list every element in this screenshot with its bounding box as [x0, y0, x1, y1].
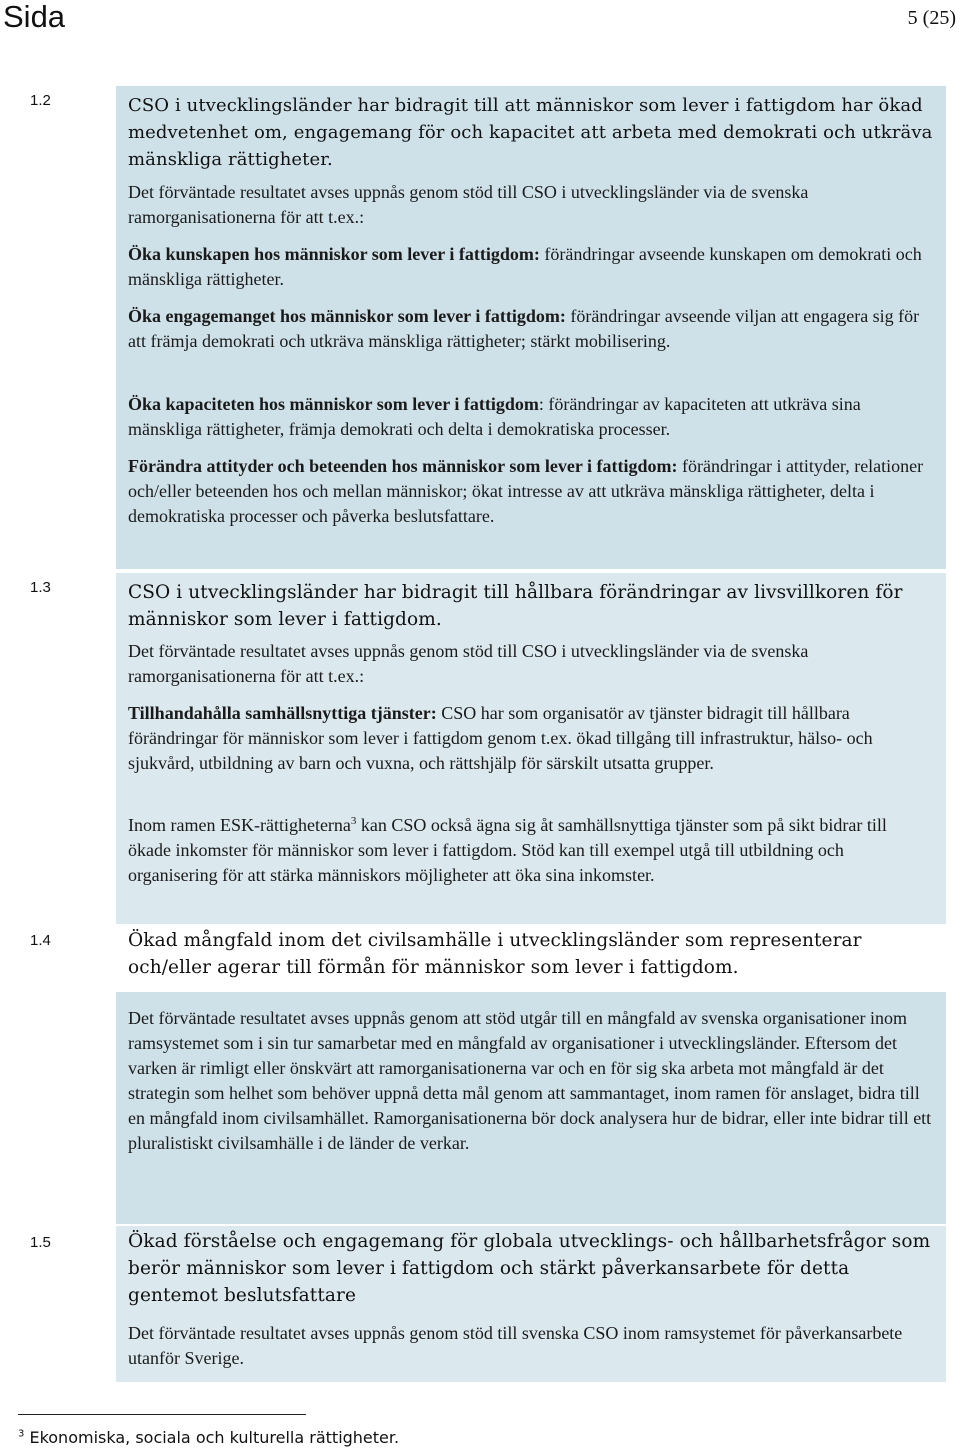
result-item-heading: Tillhandahålla samhällsnyttiga tjänster: [128, 703, 437, 723]
footnote-ref: 3 [350, 815, 357, 827]
section-number-column [18, 573, 116, 924]
page-header [0, 0, 960, 40]
section-intro: Det förväntade resultatet avses uppnås genom stöd till CSO i utvecklingsländer via de svenska ramorganisationerna för att t.ex.: [128, 641, 809, 686]
section-content [116, 573, 946, 924]
section-title: Ökad mångfald inom det civilsamhälle i utvecklingsländer som representerar och/eller agerar till förmån för människor som lever i fattigdom. [128, 930, 862, 978]
section-content [116, 926, 946, 1224]
section-number: 1.5 [30, 1234, 51, 1251]
footnote-marker: 3 [18, 1428, 25, 1440]
section-intro: Det förväntade resultatet avses uppnås genom stöd till CSO i utvecklingsländer via de svenska ramorganisationerna för att t.ex.: [128, 182, 809, 227]
section-1-3 [18, 573, 946, 924]
result-item-text: : förändringar av kapaciteten att utkräva sina mänskliga rättigheter, främja demokrati och delta i demokratiska processer. [128, 394, 861, 439]
section-1-5 [18, 1226, 946, 1382]
section-1-2 [18, 86, 946, 569]
result-item-text: förändringar avseende kunskapen om demokrati och mänskliga rättigheter. [128, 244, 922, 289]
page-number: 5 (25) [907, 7, 956, 29]
result-item-text: förändringar avseende viljan att engagera sig för att främja demokrati och utkräva mänskliga rättigheter; stärkt mobilisering. [128, 306, 920, 351]
footnote-divider [18, 1414, 306, 1415]
section-content [116, 86, 946, 569]
section-title: CSO i utvecklingsländer har bidragit till att människor som lever i fattigdom har ökad medvetenhet om, engagemang för och kapacitet att arbeta med demokrati och utkräva mänskliga rättigheter. [128, 95, 933, 170]
esk-paragraph [128, 813, 932, 888]
result-item-heading: Öka engagemanget hos människor som lever i fattigdom: [128, 306, 566, 326]
section-body: Det förväntade resultatet avses uppnås genom att stöd utgår till en mångfald av svenska organisationer inom ramsystemet som i sin tur samarbetar med en mångfald av organisationer i utvecklingsländer. Eftersom det varken är rimligt eller önskvärt att ramorganisationerna var och en för sig ska arbeta mot mångfald är det strategin som helhet som behöver uppnå detta mål genom att sammantaget, inom ramen för anslaget, bidra till en mångfald inom civilsamhället. Ramorganisationerna bör dock analysera hur de bidrar, eller inte bidrar till ett pluralistiskt civilsamhälle i de länder de verkar. [128, 1008, 932, 1153]
section-number-column [18, 926, 116, 1224]
result-item-heading: Öka kunskapen hos människor som lever i fattigdom: [128, 244, 540, 264]
result-item [128, 392, 932, 442]
section-number-column [18, 86, 116, 569]
section-number: 1.4 [30, 932, 51, 949]
result-item [128, 701, 932, 776]
header-title: Sida [3, 0, 66, 34]
result-item [128, 242, 932, 292]
section-number-column [18, 1226, 116, 1382]
footnote-text: Ekonomiska, sociala och kulturella rättigheter. [24, 1428, 400, 1447]
result-item-text: CSO har som organisatör av tjänster bidragit till hållbara förändringar för människor som lever i fattigdom genom t.ex. ökad tillgång till infrastruktur, hälso- och sjukvård, utbildning av barn och vuxna, och rättshjälp för särskilt utsatta grupper. [128, 703, 873, 773]
esk-text-start: Inom ramen ESK-rättigheterna [128, 815, 351, 835]
result-item-heading: Öka kapaciteten hos människor som lever i fattigdom [128, 394, 539, 414]
section-body-box [116, 992, 946, 1224]
section-number: 1.2 [30, 92, 51, 109]
section-body: Det förväntade resultatet avses uppnås genom stöd till svenska CSO inom ramsystemet för påverkansarbete utanför Sverige. [128, 1323, 903, 1368]
result-item [128, 454, 932, 529]
section-1-4 [18, 926, 946, 1224]
section-title: CSO i utvecklingsländer har bidragit till hållbara förändringar av livsvillkoren för människor som lever i fattigdom. [128, 582, 903, 630]
result-item [128, 304, 932, 354]
section-title: Ökad förståelse och engagemang för globala utvecklings- och hållbarhetsfrågor som berör människor som lever i fattigdom och stärkt påverkansarbete för detta gentemot beslutsfattare [128, 1231, 931, 1306]
section-content [116, 1226, 946, 1382]
section-number: 1.3 [30, 579, 51, 596]
result-item-text: förändringar i attityder, relationer och/eller beteenden hos och mellan människor; ökat intresse av att utkräva mänskliga rättigheter, delta i demokratiska processer och påverka beslutsfattare. [128, 456, 924, 526]
result-item-heading: Förändra attityder och beteenden hos människor som lever i fattigdom: [128, 456, 678, 476]
esk-text-rest: kan CSO också ägna sig åt samhällsnyttiga tjänster som på sikt bidrar till ökade inkomster för människor som lever i fattigdom. Stöd kan till exempel utgå till utbildning och organisering för att stärka människors möjligheter att öka sina inkomster. [128, 815, 887, 885]
footnote [18, 1428, 399, 1447]
